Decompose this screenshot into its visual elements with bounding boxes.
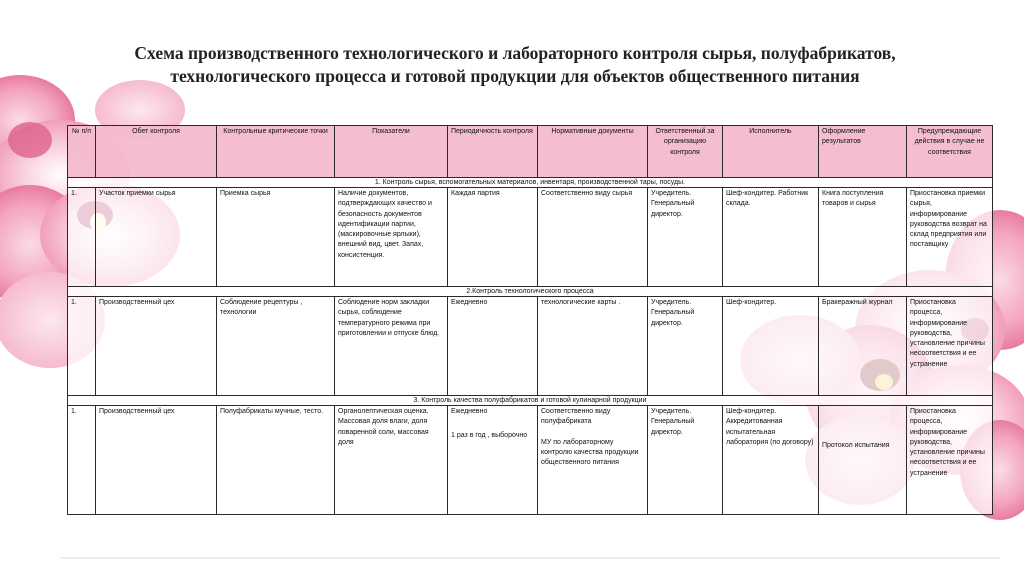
row-cell: Учредитель. Генеральный директор.	[648, 297, 723, 396]
row-cell: Учредитель. Генеральный директор.	[648, 406, 723, 515]
header-cell: № п/п	[68, 126, 96, 178]
row-cell: Участок приемки сырья	[96, 188, 217, 287]
doc-value: Соответственно виду полуфабриката	[541, 408, 611, 426]
row-cell: Приостановка приемки сырья, информирование руководства возврат на склад предприятия или поставщику	[907, 188, 993, 287]
header-row	[68, 126, 993, 178]
row-cell: Шеф-кондитер. Работник склада.	[723, 188, 819, 287]
row-cell: Ежедневно	[448, 297, 538, 396]
header-cell: Ответственный за организацию контроля	[648, 126, 723, 178]
row-cell	[819, 406, 907, 515]
table-row	[68, 188, 993, 287]
row-cell: 1.	[68, 297, 96, 396]
row-cell: 1.	[68, 406, 96, 515]
row-cell: Наличие документов, подтверждающих качество и безопасность документов идентификации партии, (маскировочные ярлыки), внешний вид, цвет. Запах, консистенция.	[335, 188, 448, 287]
header-cell: Исполнитель	[723, 126, 819, 178]
section-title-2: 2.Контроль технологического процесса	[68, 287, 993, 297]
row-cell: технологические карты .	[538, 297, 648, 396]
section-row-3	[68, 396, 993, 406]
header-cell: Оформление результатов	[819, 126, 907, 178]
row-cell: Книга поступления товаров и сырья	[819, 188, 907, 287]
header-cell: Предупреждающие действия в случае не соответствия	[907, 126, 993, 178]
row-cell: Полуфабрикаты мучные, тесто.	[217, 406, 335, 515]
result-value-2: Протокол испытания	[822, 442, 890, 449]
row-cell: Соблюдение рецептуры , технологии	[217, 297, 335, 396]
row-cell: Соблюдение норм закладки сырья, соблюдение температурного режима при приготовлении и отпуске блюд.	[335, 297, 448, 396]
row-cell: Приостановка процесса, информирование руководства, установление причины несоответствия и ее устранение	[907, 406, 993, 515]
table-row	[68, 297, 993, 396]
section-title-1: 1. Контроль сырья, вспомогательных материалов, инвентаря, производственной тары, посуды.	[68, 178, 993, 188]
period-value-2: 1 раз в год , выборочно	[451, 432, 528, 440]
section-row-1	[68, 178, 993, 188]
header-cell: Периодичность контроля	[448, 126, 538, 178]
header-cell: Нормативные документы	[538, 126, 648, 178]
table-row	[68, 406, 993, 515]
row-cell: Шеф-кондитер. Аккредитованная испытательная лаборатория (по договору)	[723, 406, 819, 515]
doc-value-2: МУ по лабораторному контролю качества продукции общественного питания	[541, 438, 639, 467]
row-cell: Шеф-кондитер.	[723, 297, 819, 396]
header-cell: Показатели	[335, 126, 448, 178]
page-title	[60, 42, 970, 88]
row-cell: Приемка сырья	[217, 188, 335, 287]
header-cell: Обет контроля	[96, 126, 217, 178]
header-cell: Контрольные критические точки	[217, 126, 335, 178]
row-cell	[538, 406, 648, 515]
title-line-1: Схема производственного технологического и лабораторного контроля сырья, полуфабрикатов,	[134, 43, 896, 63]
row-cell: Соответственно виду сырья	[538, 188, 648, 287]
row-cell: 1.	[68, 188, 96, 287]
row-cell	[448, 406, 538, 515]
row-cell: Каждая партия	[448, 188, 538, 287]
period-value: Ежедневно	[451, 408, 488, 415]
row-cell: Учредитель. Генеральный директор.	[648, 188, 723, 287]
control-scheme-table	[67, 125, 993, 515]
row-cell: Бракеражный журнал	[819, 297, 907, 396]
row-cell: Производственный цех	[96, 297, 217, 396]
section-row-2	[68, 287, 993, 297]
row-cell: Приостановка процесса, информирование руководства, установление причины несоответствия и ее устранение	[907, 297, 993, 396]
row-cell: Производственный цех	[96, 406, 217, 515]
section-title-3: 3. Контроль качества полуфабрикатов и готовой кулинарной продукции	[68, 396, 993, 406]
title-line-2: технологического процесса и готовой продукции для объектов общественного питания	[170, 66, 860, 86]
row-cell: Органолептическая оценка. Массовая доля влаги, доля поваренной соли, массовая доля	[335, 406, 448, 515]
